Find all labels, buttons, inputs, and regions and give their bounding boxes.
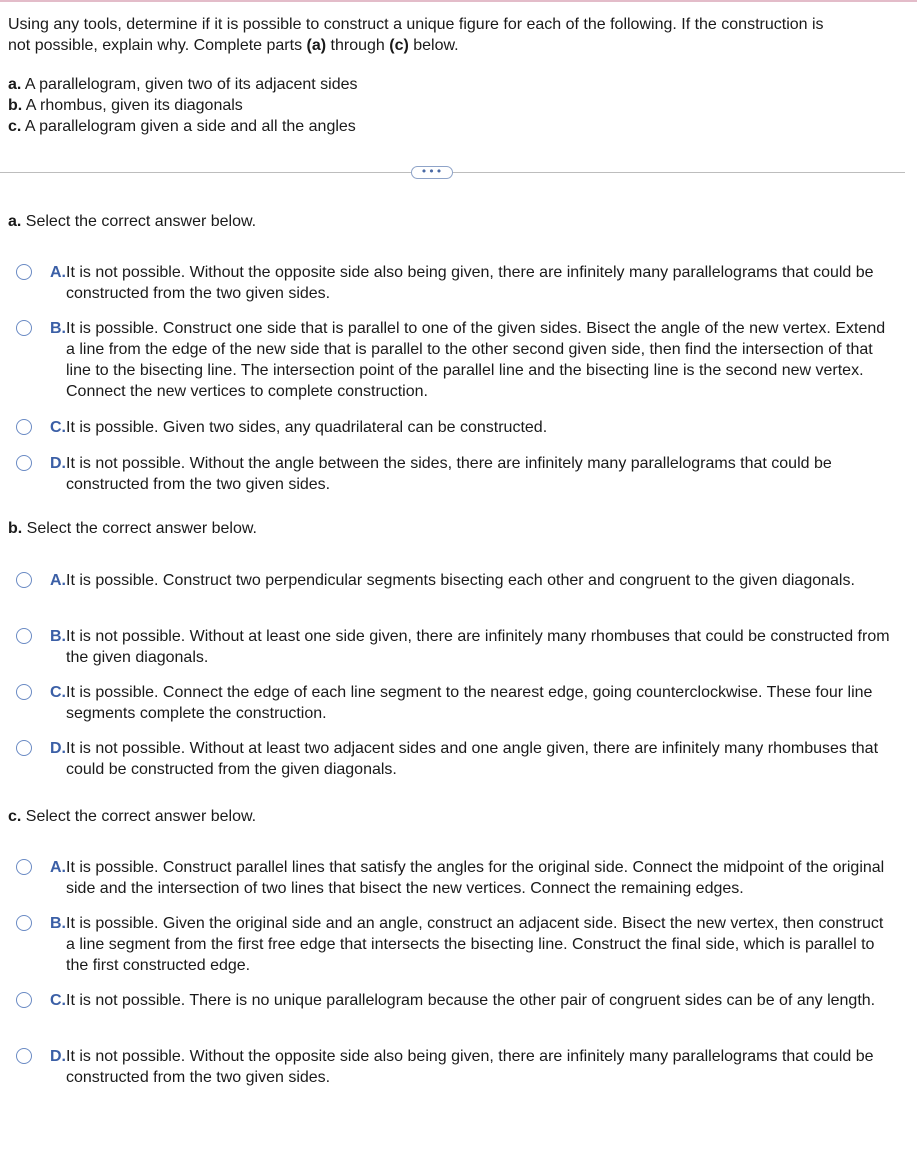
intro-line-2-mid: through: [326, 37, 390, 54]
radio-button[interactable]: [16, 455, 32, 471]
section-b-option-b[interactable]: [16, 626, 896, 668]
section-c-label: c.: [8, 808, 22, 825]
section-c-option-d[interactable]: [16, 1046, 896, 1088]
radio-button[interactable]: [16, 992, 32, 1008]
option-letter: D.: [50, 455, 66, 472]
intro-part-c-ref: (c): [389, 37, 409, 54]
option-letter: B.: [50, 915, 66, 932]
radio-button[interactable]: [16, 572, 32, 588]
section-c-option-a[interactable]: [16, 857, 896, 899]
part-a-text: A parallelogram, given two of its adjacent sides: [21, 76, 358, 93]
intro-part-a-ref: (a): [306, 37, 327, 54]
more-dots-icon: •••: [420, 164, 444, 178]
section-a-title: [8, 211, 256, 232]
part-c-text: A parallelogram given a side and all the angles: [21, 118, 356, 135]
section-b-option-a[interactable]: [16, 570, 896, 591]
part-b-label: b.: [8, 97, 23, 114]
section-c-prompt: Select the correct answer below.: [21, 808, 257, 825]
option-text: It is possible. Given two sides, any quadrilateral can be constructed.: [66, 419, 548, 436]
question-intro: [8, 14, 903, 56]
section-b-option-d[interactable]: [16, 738, 896, 780]
option-text: It is not possible. There is no unique parallelogram because the other pair of congruent sides can be of any length.: [66, 992, 876, 1009]
intro-line-2-pre: not possible, explain why. Complete parts: [8, 37, 307, 54]
option-text: It is not possible. Without the angle between the sides, there are infinitely many parallelograms that could be constructed from the two given sides.: [66, 455, 832, 493]
section-b-title: [8, 518, 257, 539]
part-c: [8, 116, 358, 137]
radio-button[interactable]: [16, 915, 32, 931]
section-a-option-d[interactable]: [16, 453, 896, 495]
section-a-option-c[interactable]: [16, 417, 896, 438]
option-letter: B.: [50, 320, 66, 337]
section-a-option-a[interactable]: [16, 262, 896, 304]
radio-button[interactable]: [16, 1048, 32, 1064]
section-c-title: [8, 806, 256, 827]
option-text: It is possible. Connect the edge of each line segment to the nearest edge, going counterclockwise. These four line segments complete the construction.: [66, 684, 873, 722]
option-text: It is possible. Construct parallel lines that satisfy the angles for the original side. Connect the midpoint of the original side and the intersection of two lines that bisect the new vertices. Connect the remaining edges.: [66, 859, 885, 897]
option-letter: D.: [50, 740, 66, 757]
part-b: [8, 95, 358, 116]
option-letter: B.: [50, 628, 66, 645]
part-c-label: c.: [8, 118, 22, 135]
part-b-text: A rhombus, given its diagonals: [22, 97, 243, 114]
radio-button[interactable]: [16, 419, 32, 435]
option-text: It is possible. Construct one side that is parallel to one of the given sides. Bisect the angle of the new vertex. Extend a line from the edge of the new side that is parallel to the other second given side, then find the intersection of that line to the bisecting line. The intersection point of the parallel line and the bisecting line is the second new vertex. Connect the new vertices to complete construction.: [66, 320, 886, 400]
intro-line-2: [8, 35, 903, 56]
option-letter: A.: [50, 264, 66, 281]
option-text: It is not possible. Without the opposite side also being given, there are infinitely many parallelograms that could be constructed from the two given sides.: [66, 264, 874, 302]
section-a-option-b[interactable]: [16, 318, 896, 402]
part-a: [8, 74, 358, 95]
expand-more-button[interactable]: [411, 166, 453, 179]
radio-button[interactable]: [16, 740, 32, 756]
section-c-option-c[interactable]: [16, 990, 896, 1011]
option-letter: D.: [50, 1048, 66, 1065]
option-text: It is possible. Given the original side and an angle, construct an adjacent side. Bisect the new vertex, then construct a line segment from the first free edge that intersects the bisecting line. Construct the final side, which is parallel to the first constructed edge.: [66, 915, 884, 974]
section-a-label: a.: [8, 213, 22, 230]
section-c-option-b[interactable]: [16, 913, 896, 976]
option-text: It is not possible. Without at least one side given, there are infinitely many rhombuses that could be constructed from the given diagonals.: [66, 628, 890, 666]
option-letter: A.: [50, 572, 66, 589]
top-border: [0, 0, 917, 2]
radio-button[interactable]: [16, 264, 32, 280]
intro-line-1: Using any tools, determine if it is possible to construct a unique figure for each of the following. If the construction is: [8, 16, 824, 33]
radio-button[interactable]: [16, 320, 32, 336]
section-b-option-c[interactable]: [16, 682, 896, 724]
part-a-label: a.: [8, 76, 22, 93]
option-letter: C.: [50, 419, 66, 436]
option-text: It is possible. Construct two perpendicular segments bisecting each other and congruent to the given diagonals.: [66, 572, 855, 589]
radio-button[interactable]: [16, 859, 32, 875]
option-letter: A.: [50, 859, 66, 876]
option-text: It is not possible. Without the opposite side also being given, there are infinitely many parallelograms that could be constructed from the two given sides.: [66, 1048, 874, 1086]
parts-list: [8, 74, 358, 137]
radio-button[interactable]: [16, 684, 32, 700]
section-a-prompt: Select the correct answer below.: [21, 213, 257, 230]
intro-line-2-post: below.: [408, 37, 459, 54]
option-letter: C.: [50, 992, 66, 1009]
section-b-prompt: Select the correct answer below.: [22, 520, 257, 537]
option-text: It is not possible. Without at least two adjacent sides and one angle given, there are infinitely many rhombuses that could be constructed from the given diagonals.: [66, 740, 879, 778]
radio-button[interactable]: [16, 628, 32, 644]
section-b-label: b.: [8, 520, 23, 537]
option-letter: C.: [50, 684, 66, 701]
